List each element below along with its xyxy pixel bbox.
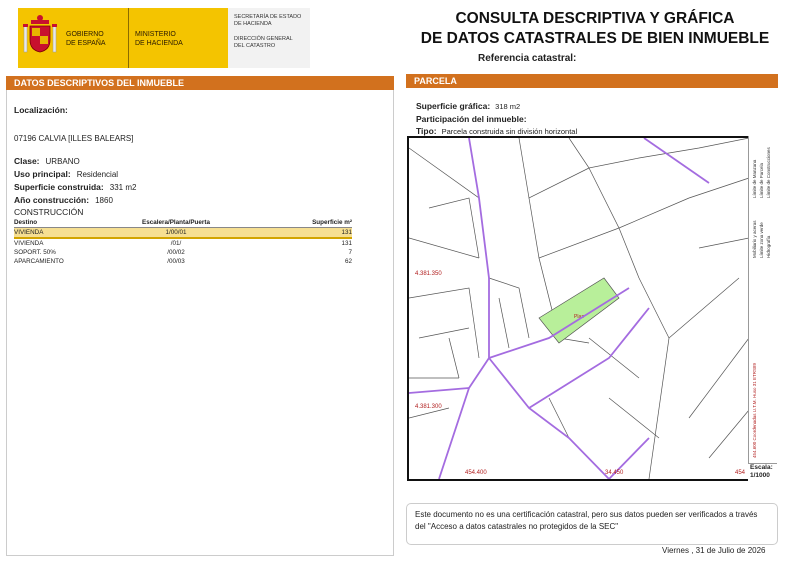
datos-descriptivos-header: DATOS DESCRIPTIVOS DEL INMUEBLE xyxy=(6,76,394,90)
legend-item: Límite de Parcela xyxy=(759,162,764,198)
construccion-table xyxy=(14,218,352,266)
parcel-label: Plaz xyxy=(574,314,584,320)
col-escalera: Escalera/Planta/Puerta xyxy=(110,218,242,228)
coord-x1: 454.400 xyxy=(465,470,487,476)
col-destino: Destino xyxy=(14,218,110,228)
gobierno-espana-text: GOBIERNO DE ESPAÑA xyxy=(66,31,106,47)
uso-principal-row: Uso principal: Residencial xyxy=(14,169,119,179)
coat-of-arms-icon xyxy=(18,8,62,68)
coord-y1: 4.381.350 xyxy=(415,271,442,277)
legend-coords: 454.600 Coordenadas U.T.M. Huso 31 ETRS89 xyxy=(752,362,757,458)
coord-y2: 4.381.300 xyxy=(415,404,442,410)
legend-item: Límite zona verde xyxy=(759,222,764,258)
disclaimer-notice: Este documento no es una certificación catastral, pero sus datos pueden ser verificados a través del "Acceso a datos catastrales no protegidos de la SEC" xyxy=(406,503,778,545)
table-row: VIVIENDA 1/00/01 131 xyxy=(14,229,352,236)
col-superficie: Superficie m² xyxy=(242,218,352,228)
legend-item: Límite de Construcciones xyxy=(766,147,771,198)
table-row: VIVIENDA /01/ 131 xyxy=(14,240,352,247)
anio-construccion-row: Año construcción: 1860 xyxy=(14,195,113,205)
superficie-construida-row: Superficie construida: 331 m2 xyxy=(14,182,137,192)
table-row: APARCAMIENTO /00/03 62 xyxy=(14,258,352,265)
construccion-table-header xyxy=(14,218,352,228)
coord-x3: 454 xyxy=(735,470,746,476)
table-row: SOPORT. 50% /00/02 7 xyxy=(14,249,352,256)
localizacion-label: Localización: xyxy=(14,105,68,115)
superficie-grafica-row: Superficie gráfica: 318 m2 xyxy=(416,101,521,111)
map-legend xyxy=(748,136,777,463)
government-banner xyxy=(18,8,310,68)
coord-x2: 34.450 xyxy=(605,470,624,476)
construccion-title: CONSTRUCCIÓN xyxy=(14,207,84,217)
localizacion-value: 07196 CALVIA [ILLES BALEARS] xyxy=(14,134,134,143)
ministerio-text: MINISTERIO DE HACIENDA xyxy=(128,8,200,68)
document-date: Viernes , 31 de Julio de 2026 xyxy=(662,546,766,555)
cadastral-map-drawing xyxy=(409,138,775,479)
map-scale: Escala: 1/1000 xyxy=(748,463,777,481)
legend-item: Mobiliario y aceras xyxy=(752,220,757,258)
cadastral-map[interactable] xyxy=(407,136,777,481)
direccion-catastro-box: SECRETARÍA DE ESTADO DE HACIENDA DIRECCIÓN GENERAL DEL CATASTRO xyxy=(228,8,310,68)
legend-item: Límite de Manzana xyxy=(752,159,757,198)
referencia-catastral-label: Referencia catastral: xyxy=(478,53,577,64)
parcela-header: PARCELA xyxy=(406,74,778,88)
tipo-row: Tipo: Parcela construida sin división horizontal xyxy=(416,126,578,136)
clase-row: Clase: URBANO xyxy=(14,156,80,166)
page-title: CONSULTA DESCRIPTIVA Y GRÁFICA DE DATOS CATASTRALES DE BIEN INMUEBLE xyxy=(420,10,770,47)
participacion-row: Participación del inmueble: xyxy=(416,114,527,124)
legend-item: Hidrografía xyxy=(766,235,771,258)
